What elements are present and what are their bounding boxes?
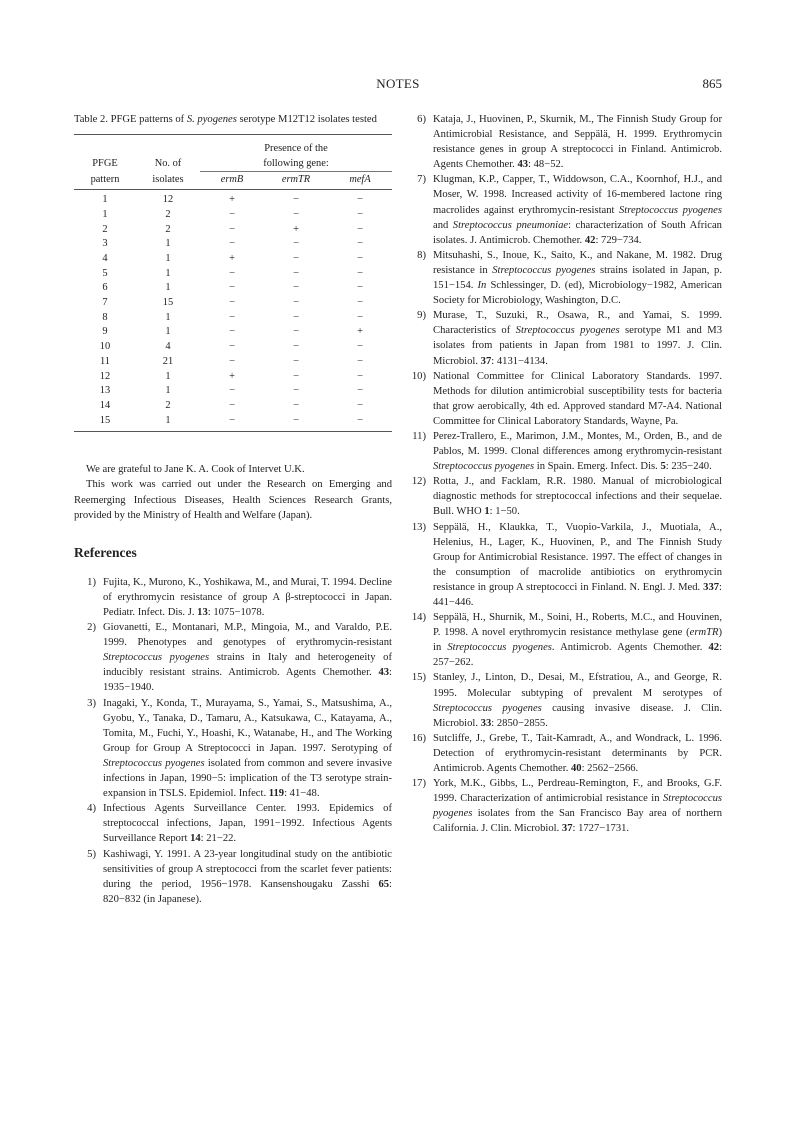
isolate-count-cell: 2	[165, 223, 171, 235]
reference-item	[74, 696, 392, 802]
pfge-pattern-cell: 5	[102, 267, 108, 279]
pfge-table	[74, 134, 392, 432]
table-row	[74, 208, 392, 223]
table-row	[74, 384, 392, 399]
reference-number: 14)	[411, 612, 426, 624]
col-header-ermtr: ermTR	[264, 172, 328, 190]
reference-list-right	[404, 112, 722, 837]
table-caption	[74, 112, 392, 127]
ermtr-presence-cell: −	[293, 297, 299, 309]
reference-text: Mitsuhashi, S., Inoue, K., Saito, K., and Nakane, M. 1982. Drug resistance in Streptococcus pyogenes strains isolated in Japan, p. 151−154. In Schlessinger, D. (ed), Microbiology−1982, American Society for Microbiology, Washington, D.C.	[433, 249, 722, 307]
reference-number: 3)	[87, 697, 96, 709]
table-caption-suffix: serotype M12T12 isolates tested	[236, 114, 377, 125]
running-head-title: NOTES	[376, 76, 420, 91]
reference-text: National Committee for Clinical Laboratory Standards. 1997. Methods for dilution antimicrobial susceptibility tests for bacteria that grow aerobically, 4th ed. Approved standard M7-A4. National Committee for Clinical Laboratory Standards, Wayne, Pa.	[433, 370, 722, 427]
ermb-presence-cell: −	[229, 355, 235, 367]
mefa-presence-cell: −	[357, 282, 363, 294]
pfge-pattern-cell: 4	[102, 252, 108, 264]
reference-text: Klugman, K.P., Capper, T., Widdowson, C.A., Koornhof, H.J., and Moser, W. 1998. Increased activity of 16-membered lactone ring macrolides against erythromycin-resistant Streptococcus pyogenes and Streptococcus pneumoniae: characterization of South African isolates. J. Antimicrob. Chemother. 42: 729−734.	[433, 174, 722, 246]
table-row	[74, 370, 392, 385]
reference-number: 10)	[411, 370, 426, 382]
ermtr-presence-cell: −	[293, 282, 299, 294]
pfge-pattern-cell: 1	[102, 194, 108, 206]
pfge-pattern-cell: 2	[102, 223, 108, 235]
pfge-table-body	[74, 190, 392, 432]
reference-number: 9)	[417, 310, 426, 322]
ermb-presence-cell: −	[229, 238, 235, 250]
isolate-count-cell: 15	[162, 297, 174, 309]
reference-text: Sutcliffe, J., Grebe, T., Tait-Kamradt, A., and Wondrack, L. 1996. Detection of erythromycin-resistant determinants by PCR. Antimicrob. Agents Chemother. 40: 2562−2566.	[433, 732, 722, 775]
mefa-presence-cell: −	[357, 399, 363, 411]
reference-text: Seppälä, H., Shurnik, M., Soini, H., Roberts, M.C., and Houvinen, P. 1998. A novel erythromycin resistance methylase gene (ermTR) in Streptococcus pyogenes. Antimicrob. Agents Chemother. 42: 257−262.	[433, 612, 723, 669]
table-row	[74, 311, 392, 326]
reference-number: 8)	[417, 249, 426, 261]
reference-number: 2)	[87, 622, 96, 634]
ermtr-presence-cell: −	[293, 208, 299, 220]
reference-text: York, M.K., Gibbs, L., Perdreau-Remington, F., and Brooks, G.F. 1999. Characterization of antimicrobial resistance in Streptococcus pyogenes isolates from the San Francisco Bay area of northern California. J. Clin. Microbiol. 37: 1727−1731.	[433, 778, 722, 835]
mefa-presence-cell: −	[357, 414, 363, 426]
ermtr-presence-cell: −	[293, 326, 299, 338]
reference-item	[404, 308, 722, 368]
mefa-presence-cell: −	[357, 355, 363, 367]
ermb-presence-cell: +	[229, 252, 235, 264]
ermb-presence-cell: −	[229, 311, 235, 323]
reference-number: 7)	[417, 174, 426, 186]
pfge-pattern-cell: 13	[99, 385, 111, 397]
ermtr-presence-cell: −	[293, 252, 299, 264]
isolate-count-cell: 4	[165, 341, 171, 353]
ermb-presence-cell: −	[229, 385, 235, 397]
isolate-count-cell: 1	[165, 267, 171, 279]
ermtr-presence-cell: −	[293, 267, 299, 279]
reference-text: Kashiwagi, Y. 1991. A 23-year longitudinal study on the antibiotic sensitivities of group A streptococci from the scarlet fever patients: during the period, 1956−1978. Kansenshougaku Zasshi 65: 820−832 (in Japanese).	[103, 848, 392, 905]
pfge-pattern-cell: 9	[102, 326, 108, 338]
mefa-presence-cell: −	[357, 311, 363, 323]
col-header-pfge	[74, 135, 136, 157]
table-row	[74, 252, 392, 267]
reference-item	[404, 248, 722, 308]
reference-item	[404, 429, 722, 474]
col-header-no-1: No. of	[154, 158, 182, 170]
mefa-presence-cell: +	[357, 326, 363, 338]
reference-number: 6)	[417, 114, 426, 125]
reference-text: Murase, T., Suzuki, R., Osawa, R., and Yamai, S. 1999. Characteristics of Streptococcus pyogenes serotype M1 and M3 isolates from patients in Japan from 1981 to 1997. J. Clin. Microbiol. 37: 4131−4134.	[433, 310, 722, 367]
isolate-count-cell: 21	[162, 355, 174, 367]
reference-list-left	[74, 575, 392, 907]
reference-item	[404, 610, 722, 670]
pfge-pattern-cell: 8	[102, 311, 108, 323]
ermtr-presence-cell: −	[293, 311, 299, 323]
acknowledgements	[74, 462, 392, 522]
mefa-presence-cell: −	[357, 194, 363, 206]
col-header-presence-1: Presence of the	[264, 143, 328, 155]
table-row	[74, 340, 392, 355]
reference-item	[74, 801, 392, 846]
ermb-presence-cell: −	[229, 223, 235, 235]
table-row	[74, 414, 392, 432]
reference-text: Giovanetti, E., Montanari, M.P., Mingoia, M., and Varaldo, P.E. 1999. Phenotypes and genotypes of erythromycin-resistant Streptococcus pyogenes strains in Italy and heterogeneity of inducibly resistant strains. Antimicrob. Agents Chemother. 43: 1935−1940.	[103, 622, 392, 694]
pfge-pattern-cell: 12	[99, 370, 111, 382]
reference-number: 12)	[411, 476, 426, 488]
mefa-presence-cell: −	[357, 370, 363, 382]
reference-number: 1)	[87, 576, 96, 588]
reference-number: 13)	[411, 521, 426, 533]
references-heading: References	[74, 544, 137, 560]
reference-text: Stanley, J., Linton, D., Desai, M., Efstratiou, A., and George, R. 1995. Molecular subtyping of prevalent M serotypes of Streptococcus pyogenes causing invasive disease. J. Clin. Microbiol. 33: 2850−2855.	[433, 672, 722, 729]
reference-text: Inagaki, Y., Konda, T., Murayama, S., Yamai, S., Matsushima, A., Gyobu, Y., Tanaka, D., Tamaru, A., Katsukawa, C., Katayama, A., Tomita, M., Fuchi, Y., Hoashi, K., Watanabe, H., and The Working Group for Group A Streptococci in Japan. 1997. Serotyping of Streptococcus pyogenes isolated from common and severe invasive infections in Japan, 1990−5: implication of the T3 serotype strain-expansion in TSLS. Epidemiol. Infect. 119: 41−48.	[103, 697, 392, 800]
mefa-presence-cell: −	[357, 252, 363, 264]
mefa-presence-cell: −	[357, 208, 363, 220]
reference-number: 4)	[87, 803, 96, 815]
ermtr-presence-cell: +	[293, 223, 299, 235]
table-row	[74, 223, 392, 238]
ermtr-presence-cell: −	[293, 194, 299, 206]
reference-text: Kataja, J., Huovinen, P., Skurnik, M., The Finnish Study Group for Antimicrobial Resistance, and Seppälä, H. 1999. Erythromycin resistance genes in group A streptococci in Finland. Antimicrob. Agents Chemother. 43: 48−52.	[433, 114, 722, 171]
mefa-presence-cell: −	[357, 238, 363, 250]
ermb-presence-cell: +	[229, 370, 235, 382]
pfge-pattern-cell: 1	[102, 208, 108, 220]
isolate-count-cell: 1	[165, 238, 171, 250]
mefa-presence-cell: −	[357, 297, 363, 309]
mefa-presence-cell: −	[357, 267, 363, 279]
reference-number: 15)	[411, 672, 426, 684]
table-row	[74, 296, 392, 311]
isolate-count-cell: 1	[165, 311, 171, 323]
isolate-count-cell: 1	[165, 370, 171, 382]
page-number: 865	[702, 76, 722, 91]
isolate-count-cell: 1	[165, 282, 171, 294]
col-header-mefa: mefA	[328, 172, 392, 190]
ack-paragraph-1: We are grateful to Jane K. A. Cook of Intervet U.K.	[86, 464, 305, 476]
reference-item	[404, 776, 722, 836]
table-row	[74, 190, 392, 208]
reference-text: Fujita, K., Murono, K., Yoshikawa, M., and Murai, T. 1994. Decline of erythromycin resistance of group A β-streptococci in Japan. Pediatr. Infect. Dis. J. 13: 1075−1078.	[103, 576, 392, 618]
table-row	[74, 267, 392, 282]
pfge-pattern-cell: 15	[99, 414, 111, 426]
ermtr-presence-cell: −	[293, 355, 299, 367]
table-caption-prefix: Table 2. PFGE patterns of	[74, 114, 187, 125]
isolate-count-cell: 1	[165, 252, 171, 264]
table-row	[74, 237, 392, 252]
isolate-count-cell: 1	[165, 414, 171, 426]
reference-item	[404, 520, 722, 611]
reference-item	[74, 575, 392, 620]
ermb-presence-cell: +	[229, 194, 235, 206]
pfge-pattern-cell: 6	[102, 282, 108, 294]
right-column	[404, 112, 722, 837]
col-header-pfge-1: PFGE	[92, 158, 118, 170]
reference-item	[74, 847, 392, 907]
col-header-no-2: isolates	[136, 172, 200, 190]
mefa-presence-cell: −	[357, 341, 363, 353]
ermtr-presence-cell: −	[293, 341, 299, 353]
reference-text: Rotta, J., and Facklam, R.R. 1980. Manual of microbiological diagnostic methods for streptococcal infections and their sequelae. Bull. WHO 1: 1−50.	[433, 476, 722, 518]
reference-item	[404, 474, 722, 519]
table-caption-species: S. pyogenes	[186, 114, 237, 125]
col-header-pfge-2: pattern	[74, 172, 136, 190]
table-row	[74, 399, 392, 414]
isolate-count-cell: 12	[162, 194, 174, 206]
reference-number: 11)	[412, 430, 426, 442]
ermb-presence-cell: −	[229, 282, 235, 294]
isolate-count-cell: 2	[165, 208, 171, 220]
ermb-presence-cell: −	[229, 341, 235, 353]
pfge-pattern-cell: 7	[102, 297, 108, 309]
ermb-presence-cell: −	[229, 399, 235, 411]
isolate-count-cell: 2	[165, 399, 171, 411]
reference-item	[404, 172, 722, 247]
reference-item	[404, 369, 722, 429]
col-header-no	[136, 135, 200, 157]
mefa-presence-cell: −	[357, 385, 363, 397]
reference-text: Seppälä, H., Klaukka, T., Vuopio-Varkila, J., Muotiala, A., Helenius, H., Lager, K., Huovinen, P., and The Finnish Study Group for Antimicrobial Resistance. 1997. The effect of changes in the consumption of macrolide antibiotics on erythromycin resistance in group A streptococci in Finland. N. Engl. J. Med. 337: 441−446.	[433, 521, 722, 608]
ermtr-presence-cell: −	[293, 238, 299, 250]
reference-item	[74, 620, 392, 695]
ermb-presence-cell: −	[229, 414, 235, 426]
mefa-presence-cell: −	[357, 223, 363, 235]
isolate-count-cell: 1	[165, 326, 171, 338]
pfge-pattern-cell: 3	[102, 238, 108, 250]
ermb-presence-cell: −	[229, 267, 235, 279]
left-column	[74, 112, 392, 907]
reference-item	[404, 670, 722, 730]
col-header-ermb: ermB	[200, 172, 264, 190]
reference-number: 17)	[411, 778, 426, 790]
reference-text: Perez-Trallero, E., Marimon, J.M., Montes, M., Orden, B., and de Pablos, M. 1999. Clonal differences among erythromycin-resistant Streptococcus pyogenes in Spain. Emerg. Infect. Dis. 5: 235−240.	[433, 430, 722, 473]
isolate-count-cell: 1	[165, 385, 171, 397]
table-row	[74, 325, 392, 340]
reference-number: 16)	[411, 732, 426, 744]
ermb-presence-cell: −	[229, 208, 235, 220]
reference-item	[404, 731, 722, 776]
ermb-presence-cell: −	[229, 297, 235, 309]
reference-item	[404, 112, 722, 172]
reference-number: 5)	[87, 848, 96, 860]
pfge-pattern-cell: 14	[99, 399, 111, 411]
ermtr-presence-cell: −	[293, 370, 299, 382]
ermtr-presence-cell: −	[293, 399, 299, 411]
table-row	[74, 355, 392, 370]
ermb-presence-cell: −	[229, 326, 235, 338]
col-header-presence-2: following gene:	[200, 156, 392, 172]
ermtr-presence-cell: −	[293, 414, 299, 426]
ack-paragraph-2: This work was carried out under the Research on Emerging and Reemerging Infectious Diseases, Health Sciences Research Grants, provided by the Ministry of Health and Welfare (Japan).	[74, 479, 392, 521]
pfge-pattern-cell: 11	[99, 355, 110, 367]
pfge-pattern-cell: 10	[99, 341, 111, 353]
ermtr-presence-cell: −	[293, 385, 299, 397]
table-row	[74, 281, 392, 296]
reference-text: Infectious Agents Surveillance Center. 1993. Epidemics of streptococcal infections, Japan, 1991−1992. Infectious Agents Surveillance Report 14: 21−22.	[103, 803, 392, 845]
